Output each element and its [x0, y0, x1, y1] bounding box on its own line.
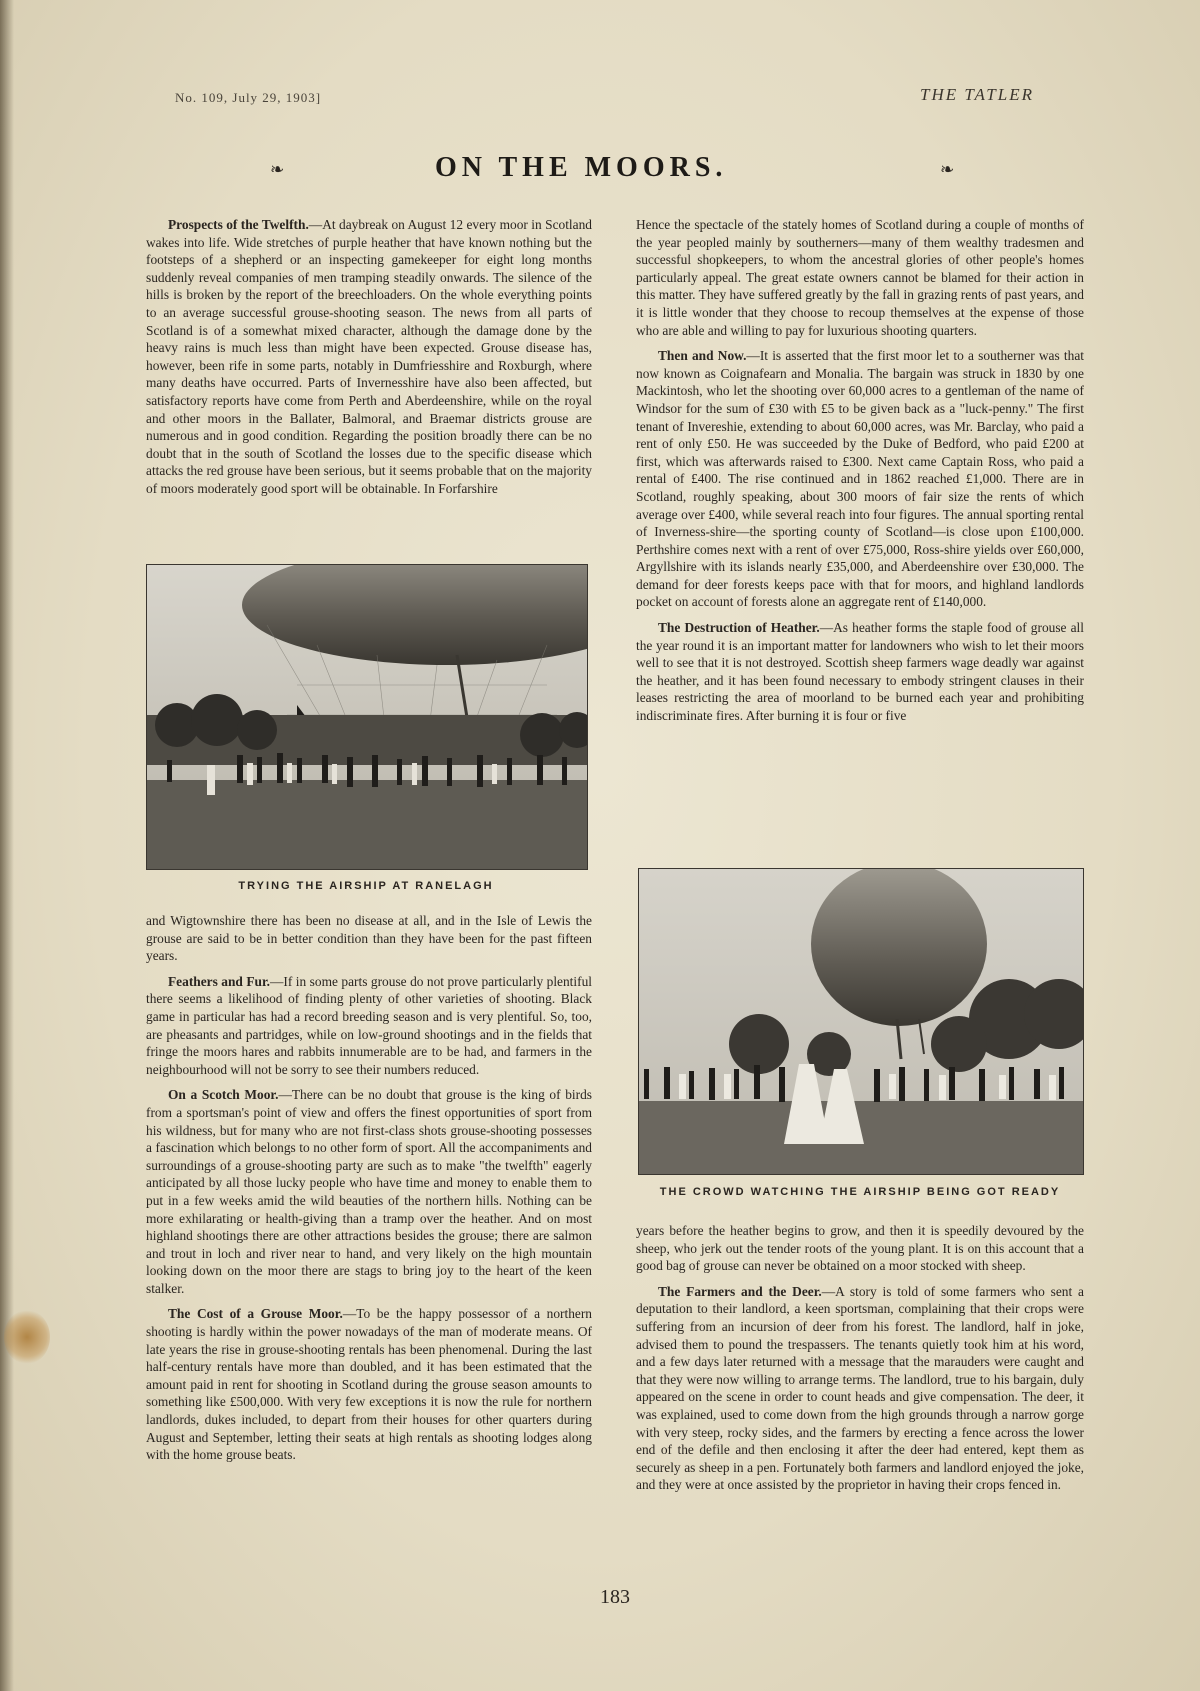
article-paragraph: [636, 1222, 1084, 1275]
page-edge-shadow: [0, 0, 14, 1691]
left-ornament-icon: ❧: [270, 160, 285, 179]
paragraph-text: and Wigtownshire there has been no disease at all, and in the Isle of Lewis the grouse are said to be in better condition than they have been for the past fifteen years.: [146, 913, 592, 964]
photo-crowd-airship: [638, 868, 1084, 1175]
paragraph-text: —It is asserted that the first moor let to a southerner was that now known as Coignafearn and Monalia. The bargain was struck in 1830 by one Mackintosh, who let the shooting over 60,000 acres to a gentleman of the name of Windsor for the sum of £30 with £5 to be given back as a "luck-penny." The first tenant of Invereshie, extending to about 60,000 acres, was Mr. Barclay, who paid a rent of only £50. He was succeeded by the Duke of Bedford, who paid £200 at first, which was afterwards raised to £300. Next came Captain Ross, who paid a rental of £400. The rise continued and in 1862 reached £1,000. There are in Scotland, roughly speaking, about 300 moors of fair size the rents of which average over £400, while several reach into four figures. The annual sporting rental of Inverness-shire—the sporting county of Scotland—is close upon £100,000. Perthshire comes next with a rent of over £75,000, Ross-shire yields over £60,000, Argyllshire with its islands nearly £35,000, and Aberdeenshire over £30,000. The demand for deer forests keeps pace with that for moors, and highland landlords pocket on account of forests alone an aggregate rent of £140,000.: [636, 348, 1084, 610]
paragraph-heading: The Farmers and the Deer.: [658, 1283, 822, 1299]
photo-airship-ranelagh: [146, 564, 588, 870]
crowd-airship-illustration: [639, 869, 1083, 1174]
article-paragraph: [636, 216, 1084, 339]
paragraph-heading: Prospects of the Twelfth.: [168, 217, 309, 232]
paragraph-text: —As heather forms the staple food of grouse all the year round it is an important matter for landowners who wish to let their moors well to see that it is not destroyed. Scottish sheep farmers wage deadly war against the heather, and it has been found necessary to embody stringent clauses in their leases restricting the area of moorland to be burned each year and prohibiting indiscriminate fires. After burning it is four or five: [636, 620, 1084, 724]
article-paragraph: [146, 973, 592, 1079]
paragraph-text: Hence the spectacle of the stately homes of Scotland during a couple of months of the year peopled mainly by southerners—many of them wealthy tradesmen and successful shopkeepers, to whom the ancestral glories of other people's homes particularly appeal. The great estate owners cannot be blamed for their action in this matter. They have suffered greatly by the fall in grazing rents of past years, and it is little wonder that they choose to recoup themselves at the expense of those who are able and willing to pay for luxurious shooting quarters.: [636, 217, 1084, 338]
paragraph-heading: The Destruction of Heather.: [658, 620, 820, 636]
article-paragraph: [636, 347, 1084, 611]
article-paragraph: [146, 1086, 592, 1297]
paragraph-heading: On a Scotch Moor.: [168, 1087, 279, 1103]
paper-stain: [4, 1310, 50, 1364]
paragraph-text: —To be the happy possessor of a northern shooting is hardly within the power nowadays of the man of moderate means. Of late years the rise in grouse-shooting rentals has been phenomenal. During the last half-century rentals have more than doubled, and it has been estimated that the amount paid in rent for shooting in Scotland during the grouse season amounts to something like £500,000. With very few exceptions it is now the rule for northern landlords, dukes included, to depart from their houses for other quarters during August and September, letting their seats at high rentals as shooting lodges along with the home grouse beats.: [146, 1306, 592, 1463]
article-paragraph: [146, 1305, 592, 1463]
magazine-name: THE TATLER: [920, 85, 1034, 104]
page-number: 183: [600, 1586, 630, 1608]
column2-top: [636, 216, 1084, 733]
paragraph-heading: The Cost of a Grouse Moor.: [168, 1306, 343, 1322]
article-paragraph: [636, 619, 1084, 725]
caption-airship-ranelagh: TRYING THE AIRSHIP AT RANELAGH: [238, 880, 494, 892]
paragraph-heading: Feathers and Fur.: [168, 973, 271, 989]
caption-crowd-airship: THE CROWD WATCHING THE AIRSHIP BEING GOT READY: [659, 1186, 1061, 1198]
column1-top: [146, 216, 592, 506]
paragraph-heading: Then and Now.: [658, 348, 747, 364]
column2-bottom: [636, 1222, 1084, 1502]
paragraph-text: years before the heather begins to grow, and then it is speedily devoured by the sheep, who jerk out the tender roots of the young plant. It is on this account that a good bag of grouse can never be obtained on a moor stocked with sheep.: [636, 1223, 1084, 1274]
paragraph-text: —At daybreak on August 12 every moor in Scotland wakes into life. Wide stretches of purple heather that have known nothing but the footsteps of a shepherd or an inspecting gamekeeper for eight long months suddenly reveal companies of men tramping steadily onwards. The silence of the hills is broken by the report of the breechloaders. On the whole everything points to an average successful grouse-shooting season. The news from all parts of Scotland is of a somewhat mixed character, although the damage done by the heavy rains is much less than might have been expected. Grouse disease has, however, been rife in some parts, notably in Dumfriesshire and Roxburgh, where many deaths have occurred. Parts of Invernesshire have also been affected, but satisfactory reports have come from Perth and Aberdeenshire, while on the royal and other moors in the Ballater, Balmoral, and Braemar districts grouse are numerous and in good condition. Regarding the position broadly there can be no doubt that in the south of Scotland the losses due to the specific disease which attacks the red grouse have been serious, but it seems probable that on the majority of moors moderately good sport will be obtainable. In Forfarshire: [146, 217, 592, 496]
paragraph-text: —If in some parts grouse do not prove particularly plentiful there seems a likelihood of finding plenty of other varieties of shooting. Black game in particular has had a record breeding season and is very plentiful. So, too, are pheasants and partridges, while on low-ground shootings and in the fields that fringe the moors hares and rabbits innumerable are to be had, and farmers in the neighbourhood will not be sorry to see their numbers reduced.: [146, 973, 592, 1077]
page-title: ON THE MOORS.: [435, 152, 728, 183]
article-paragraph: [636, 1283, 1084, 1494]
airship-ranelagh-illustration: [147, 565, 587, 869]
column1-bottom: [146, 912, 592, 1472]
article-paragraph: [146, 216, 592, 498]
paragraph-text: —There can be no doubt that grouse is the king of birds from a sportsman's point of view and offers the finest opportunities of sport from his wildness, but for many who are not first-class shots grouse-shooting possesses a fascination which belongs to no other form of sport. All the accompaniments and surroundings of a grouse-shooting party are such as to make "the twelfth" eagerly anticipated by all those lucky people who have time and money to enable them to put in a few weeks amid the wild beauties of the northern hills. Nothing can be more exhilarating or health-giving than a tramp over the heather. And on most highland shootings there are other attractions besides the grouse; there are salmon and trout in loch and river near to hand, and very likely on the high mountain looking down on the moor there are stags to bring joy to the heart of the keen stalker.: [146, 1087, 592, 1296]
article-paragraph: [146, 912, 592, 965]
issue-line: No. 109, July 29, 1903]: [175, 90, 322, 105]
paragraph-text: —A story is told of some farmers who sent a deputation to their landlord, a keen sportsman, complaining that their crops were suffering from an incursion of deer from his forest. The landlord, half in joke, advised them to pound the trespassers. The tenants quietly took him at his word, and a few days later returned with a message that the marauders were caught and that they were now willing to arrange terms. The landlord, true to his bargain, duly appeared on the scene in order to count heads and give compensation. The deer, it was explained, used to come down from the high grounds through a narrow gorge with very steep, rocky sides, and the farmers by erecting a fence across the lower end of the defile and then enclosing it after the deer had entered, kept them as securely as sheep in a pen. Fortunately both farmers and landlord enjoyed the joke, and they were at once assisted by the proprietor in having their crops fenced in.: [636, 1283, 1084, 1493]
title-row: [260, 152, 960, 192]
right-ornament-icon: ❧: [940, 160, 955, 179]
